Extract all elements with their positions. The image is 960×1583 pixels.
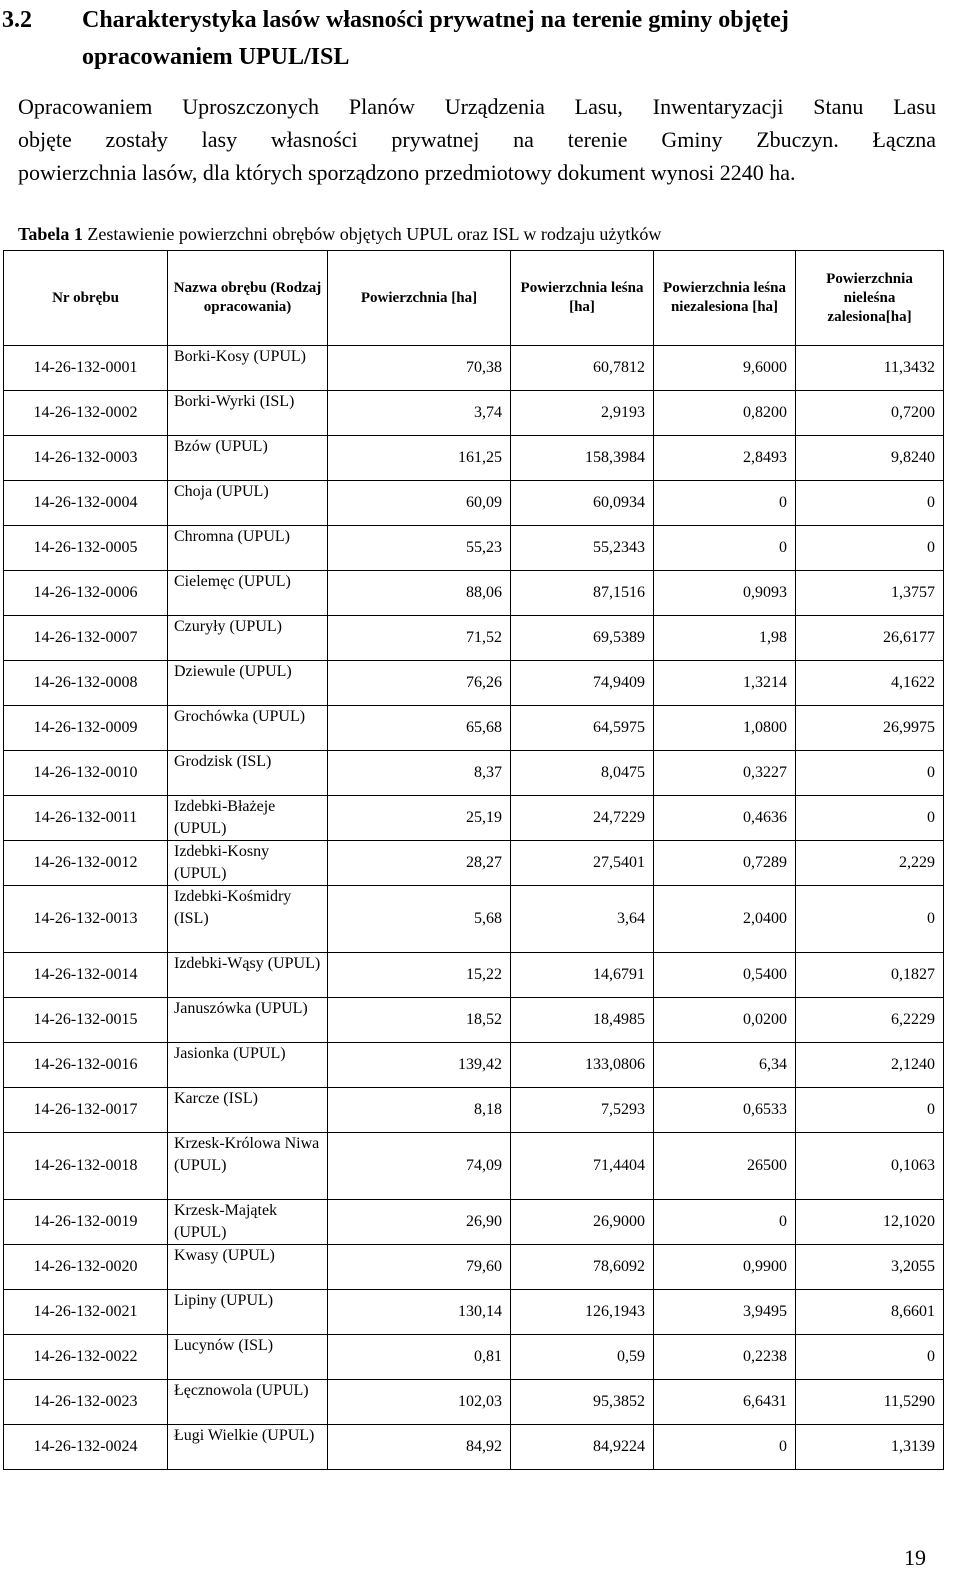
cell-unforested-area: 2,0400 <box>654 886 796 953</box>
cell-nonforest-forested-area: 0 <box>796 796 944 841</box>
table-caption <box>18 224 661 245</box>
cell-unforested-area: 0 <box>654 1425 796 1470</box>
cell-nr: 14-26-132-0010 <box>4 751 168 796</box>
cell-forest-area: 126,1943 <box>511 1290 654 1335</box>
cell-name: Jasionka (UPUL) <box>168 1043 328 1088</box>
cell-unforested-area: 0,9093 <box>654 571 796 616</box>
table-row <box>4 1245 944 1290</box>
page-number: 19 <box>904 1545 926 1570</box>
cell-forest-area: 158,3984 <box>511 436 654 481</box>
table-row <box>4 1380 944 1425</box>
cell-name: Grochówka (UPUL) <box>168 706 328 751</box>
cell-nr: 14-26-132-0019 <box>4 1200 168 1245</box>
cell-nonforest-forested-area: 3,2055 <box>796 1245 944 1290</box>
cell-name: Izdebki-Wąsy (UPUL) <box>168 953 328 998</box>
cell-unforested-area: 1,98 <box>654 616 796 661</box>
cell-area: 18,52 <box>328 998 511 1043</box>
cell-name: Dziewule (UPUL) <box>168 661 328 706</box>
table-row <box>4 1425 944 1470</box>
table-row <box>4 391 944 436</box>
intro-line-1: Opracowaniem Uproszczonych Planów Urządzenia Lasu, Inwentaryzacji Stanu Lasu <box>18 94 936 119</box>
table-header-row <box>4 251 944 346</box>
table-row <box>4 661 944 706</box>
cell-area: 8,18 <box>328 1088 511 1133</box>
cell-unforested-area: 0,6533 <box>654 1088 796 1133</box>
cell-unforested-area: 2,8493 <box>654 436 796 481</box>
table-row <box>4 953 944 998</box>
section-title-line-1: Charakterystyka lasów własności prywatnej na terenie gminy objętej <box>82 7 789 33</box>
table-caption-text: Zestawienie powierzchni obrębów objętych UPUL oraz ISL w rodzaju użytków <box>87 224 662 244</box>
cell-unforested-area: 26500 <box>654 1133 796 1200</box>
cell-name: Krzesk-Majątek (UPUL) <box>168 1200 328 1245</box>
cell-nr: 14-26-132-0007 <box>4 616 168 661</box>
cell-area: 55,23 <box>328 526 511 571</box>
cell-area: 84,92 <box>328 1425 511 1470</box>
cell-name: Borki-Kosy (UPUL) <box>168 346 328 391</box>
cell-nr: 14-26-132-0006 <box>4 571 168 616</box>
cell-name: Borki-Wyrki (ISL) <box>168 391 328 436</box>
cell-nonforest-forested-area: 9,8240 <box>796 436 944 481</box>
cell-area: 60,09 <box>328 481 511 526</box>
cell-name: Bzów (UPUL) <box>168 436 328 481</box>
cell-name: Izdebki-Kosny (UPUL) <box>168 841 328 886</box>
cell-forest-area: 87,1516 <box>511 571 654 616</box>
cell-forest-area: 55,2343 <box>511 526 654 571</box>
cell-name: Choja (UPUL) <box>168 481 328 526</box>
cell-unforested-area: 0 <box>654 526 796 571</box>
cell-name: Chromna (UPUL) <box>168 526 328 571</box>
cell-name: Kwasy (UPUL) <box>168 1245 328 1290</box>
cell-forest-area: 0,59 <box>511 1335 654 1380</box>
cell-nr: 14-26-132-0021 <box>4 1290 168 1335</box>
table-row <box>4 796 944 841</box>
cell-nonforest-forested-area: 26,6177 <box>796 616 944 661</box>
section-title-line-2: opracowaniem UPUL/ISL <box>82 44 350 70</box>
cell-name: Izdebki-Kośmidry (ISL) <box>168 886 328 953</box>
cell-nonforest-forested-area: 6,2229 <box>796 998 944 1043</box>
table-row <box>4 1335 944 1380</box>
intro-paragraph <box>18 90 936 189</box>
table-row <box>4 481 944 526</box>
cell-nonforest-forested-area: 0 <box>796 1335 944 1380</box>
header-nr: Nr obrębu <box>4 251 168 346</box>
cell-name: Cielemęc (UPUL) <box>168 571 328 616</box>
table-caption-label: Tabela 1 <box>18 224 83 244</box>
table-row <box>4 571 944 616</box>
cell-nr: 14-26-132-0004 <box>4 481 168 526</box>
cell-forest-area: 71,4404 <box>511 1133 654 1200</box>
cell-area: 65,68 <box>328 706 511 751</box>
cell-nr: 14-26-132-0018 <box>4 1133 168 1200</box>
cell-nonforest-forested-area: 0,1827 <box>796 953 944 998</box>
cell-nr: 14-26-132-0022 <box>4 1335 168 1380</box>
cell-forest-area: 60,7812 <box>511 346 654 391</box>
cell-nr: 14-26-132-0023 <box>4 1380 168 1425</box>
table-body <box>4 346 944 1470</box>
cell-unforested-area: 1,0800 <box>654 706 796 751</box>
cell-area: 71,52 <box>328 616 511 661</box>
cell-name: Czuryły (UPUL) <box>168 616 328 661</box>
cell-unforested-area: 0 <box>654 481 796 526</box>
cell-nonforest-forested-area: 0,1063 <box>796 1133 944 1200</box>
cell-nonforest-forested-area: 0 <box>796 1088 944 1133</box>
cell-unforested-area: 6,34 <box>654 1043 796 1088</box>
cell-nonforest-forested-area: 0 <box>796 886 944 953</box>
cell-forest-area: 3,64 <box>511 886 654 953</box>
cell-area: 26,90 <box>328 1200 511 1245</box>
cell-nr: 14-26-132-0024 <box>4 1425 168 1470</box>
cell-unforested-area: 6,6431 <box>654 1380 796 1425</box>
table-row <box>4 1088 944 1133</box>
cell-nonforest-forested-area: 12,1020 <box>796 1200 944 1245</box>
cell-forest-area: 18,4985 <box>511 998 654 1043</box>
header-nonforest-forested-area: Powierzchnia nieleśna zalesiona[ha] <box>796 251 944 346</box>
cell-nr: 14-26-132-0012 <box>4 841 168 886</box>
header-area: Powierzchnia [ha] <box>328 251 511 346</box>
cell-unforested-area: 0,5400 <box>654 953 796 998</box>
cell-nr: 14-26-132-0013 <box>4 886 168 953</box>
cell-unforested-area: 0,2238 <box>654 1335 796 1380</box>
intro-line-3: powierzchnia lasów, dla których sporządzono przedmiotowy dokument wynosi 2240 ha. <box>18 160 796 185</box>
cell-nonforest-forested-area: 2,229 <box>796 841 944 886</box>
cell-forest-area: 84,9224 <box>511 1425 654 1470</box>
cell-unforested-area: 0,7289 <box>654 841 796 886</box>
cell-nonforest-forested-area: 8,6601 <box>796 1290 944 1335</box>
cell-area: 15,22 <box>328 953 511 998</box>
cell-forest-area: 74,9409 <box>511 661 654 706</box>
cell-area: 102,03 <box>328 1380 511 1425</box>
cell-forest-area: 8,0475 <box>511 751 654 796</box>
cell-name: Grodzisk (ISL) <box>168 751 328 796</box>
forest-area-table <box>3 250 944 1470</box>
cell-name: Łęcznowola (UPUL) <box>168 1380 328 1425</box>
cell-area: 25,19 <box>328 796 511 841</box>
cell-unforested-area: 0,0200 <box>654 998 796 1043</box>
table-row <box>4 886 944 953</box>
cell-area: 5,68 <box>328 886 511 953</box>
cell-nr: 14-26-132-0016 <box>4 1043 168 1088</box>
table-row <box>4 1133 944 1200</box>
table-row <box>4 526 944 571</box>
cell-area: 130,14 <box>328 1290 511 1335</box>
cell-name: Karcze (ISL) <box>168 1088 328 1133</box>
cell-nonforest-forested-area: 11,3432 <box>796 346 944 391</box>
intro-line-2: objęte zostały lasy własności prywatnej na terenie Gminy Zbuczyn. Łączna <box>18 127 936 152</box>
cell-nonforest-forested-area: 2,1240 <box>796 1043 944 1088</box>
cell-nonforest-forested-area: 26,9975 <box>796 706 944 751</box>
cell-area: 70,38 <box>328 346 511 391</box>
cell-unforested-area: 0,3227 <box>654 751 796 796</box>
cell-nr: 14-26-132-0003 <box>4 436 168 481</box>
table-row <box>4 998 944 1043</box>
table-row <box>4 1290 944 1335</box>
cell-forest-area: 60,0934 <box>511 481 654 526</box>
cell-name: Lipiny (UPUL) <box>168 1290 328 1335</box>
cell-forest-area: 2,9193 <box>511 391 654 436</box>
cell-area: 76,26 <box>328 661 511 706</box>
table-row <box>4 616 944 661</box>
cell-name: Lucynów (ISL) <box>168 1335 328 1380</box>
cell-area: 79,60 <box>328 1245 511 1290</box>
cell-nr: 14-26-132-0015 <box>4 998 168 1043</box>
cell-nr: 14-26-132-0005 <box>4 526 168 571</box>
cell-unforested-area: 1,3214 <box>654 661 796 706</box>
cell-unforested-area: 0 <box>654 1200 796 1245</box>
cell-nr: 14-26-132-0017 <box>4 1088 168 1133</box>
cell-area: 139,42 <box>328 1043 511 1088</box>
cell-area: 28,27 <box>328 841 511 886</box>
cell-forest-area: 14,6791 <box>511 953 654 998</box>
cell-forest-area: 24,7229 <box>511 796 654 841</box>
cell-forest-area: 78,6092 <box>511 1245 654 1290</box>
cell-nr: 14-26-132-0009 <box>4 706 168 751</box>
cell-unforested-area: 9,6000 <box>654 346 796 391</box>
cell-nonforest-forested-area: 0 <box>796 751 944 796</box>
cell-nonforest-forested-area: 0,7200 <box>796 391 944 436</box>
cell-nonforest-forested-area: 0 <box>796 481 944 526</box>
cell-nonforest-forested-area: 1,3757 <box>796 571 944 616</box>
cell-name: Ługi Wielkie (UPUL) <box>168 1425 328 1470</box>
cell-area: 88,06 <box>328 571 511 616</box>
cell-nr: 14-26-132-0011 <box>4 796 168 841</box>
cell-nonforest-forested-area: 1,3139 <box>796 1425 944 1470</box>
header-name: Nazwa obrębu (Rodzaj opracowania) <box>168 251 328 346</box>
cell-forest-area: 27,5401 <box>511 841 654 886</box>
cell-nr: 14-26-132-0020 <box>4 1245 168 1290</box>
cell-forest-area: 64,5975 <box>511 706 654 751</box>
cell-forest-area: 95,3852 <box>511 1380 654 1425</box>
table-row <box>4 1043 944 1088</box>
cell-area: 74,09 <box>328 1133 511 1200</box>
cell-area: 161,25 <box>328 436 511 481</box>
cell-forest-area: 7,5293 <box>511 1088 654 1133</box>
cell-nr: 14-26-132-0001 <box>4 346 168 391</box>
table-row <box>4 751 944 796</box>
cell-name: Januszówka (UPUL) <box>168 998 328 1043</box>
table-row <box>4 841 944 886</box>
header-unforested-area: Powierzchnia leśna niezalesiona [ha] <box>654 251 796 346</box>
table-row <box>4 706 944 751</box>
cell-name: Izdebki-Błażeje (UPUL) <box>168 796 328 841</box>
cell-nr: 14-26-132-0008 <box>4 661 168 706</box>
cell-forest-area: 26,9000 <box>511 1200 654 1245</box>
table-row <box>4 346 944 391</box>
header-forest-area: Powierzchnia leśna [ha] <box>511 251 654 346</box>
cell-area: 3,74 <box>328 391 511 436</box>
table-row <box>4 436 944 481</box>
cell-unforested-area: 0,9900 <box>654 1245 796 1290</box>
section-number: 3.2 <box>2 7 32 33</box>
cell-nonforest-forested-area: 4,1622 <box>796 661 944 706</box>
cell-area: 8,37 <box>328 751 511 796</box>
cell-name: Krzesk-Królowa Niwa (UPUL) <box>168 1133 328 1200</box>
cell-unforested-area: 3,9495 <box>654 1290 796 1335</box>
cell-nr: 14-26-132-0002 <box>4 391 168 436</box>
cell-nonforest-forested-area: 0 <box>796 526 944 571</box>
cell-nonforest-forested-area: 11,5290 <box>796 1380 944 1425</box>
cell-nr: 14-26-132-0014 <box>4 953 168 998</box>
table-row <box>4 1200 944 1245</box>
cell-forest-area: 69,5389 <box>511 616 654 661</box>
cell-forest-area: 133,0806 <box>511 1043 654 1088</box>
cell-unforested-area: 0,4636 <box>654 796 796 841</box>
cell-unforested-area: 0,8200 <box>654 391 796 436</box>
cell-area: 0,81 <box>328 1335 511 1380</box>
